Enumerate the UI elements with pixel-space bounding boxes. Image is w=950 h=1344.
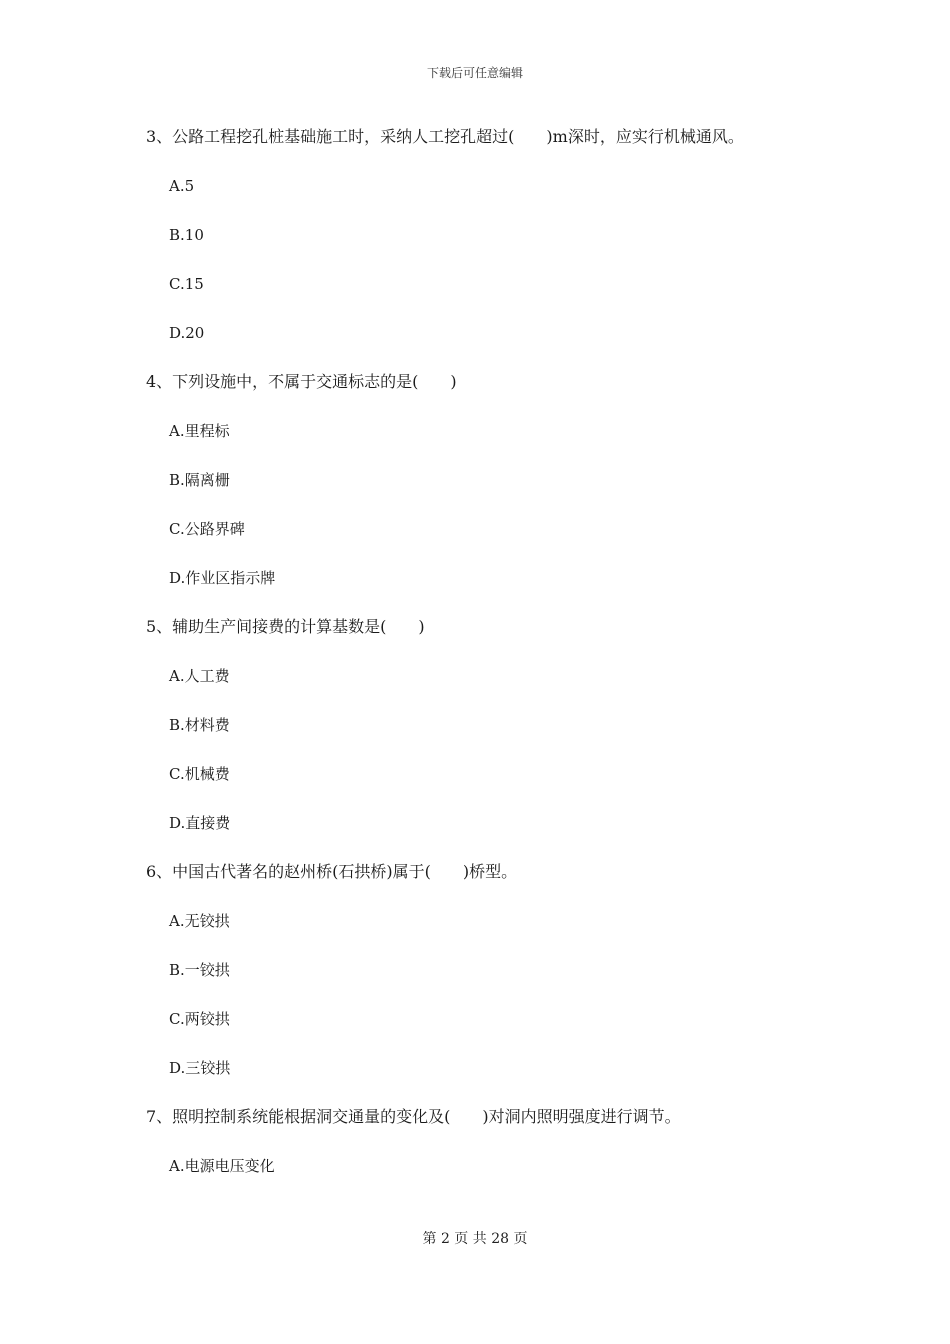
question-stem: 5、辅助生产间接费的计算基数是( ) (146, 617, 425, 636)
answer-option: C.两铰拱 (169, 1010, 230, 1028)
answer-option: C.机械费 (169, 765, 230, 783)
answer-option: C.公路界碑 (169, 520, 245, 538)
answer-option: D.直接费 (169, 814, 231, 832)
question-stem: 4、下列设施中，不属于交通标志的是( ) (146, 372, 457, 391)
answer-option: B.一铰拱 (169, 961, 230, 979)
question-stem: 7、照明控制系统能根据洞交通量的变化及( )对洞内照明强度进行调节。 (146, 1107, 681, 1126)
answer-option: D.20 (169, 324, 205, 342)
page-header: 下载后可任意编辑 (426, 66, 523, 80)
question-list (146, 124, 846, 1202)
question-stem: 3、公路工程挖孔桩基础施工时，采纳人工挖孔超过( )m深时，应实行机械通风。 (146, 127, 744, 146)
answer-option: A.人工费 (169, 667, 230, 685)
answer-option: B.隔离栅 (169, 471, 230, 489)
answer-option: D.作业区指示牌 (169, 569, 276, 587)
answer-option: A.5 (169, 177, 195, 195)
answer-option: A.电源电压变化 (169, 1157, 275, 1175)
answer-option: B.10 (169, 226, 204, 244)
answer-option: A.里程标 (169, 422, 230, 440)
question-stem: 6、中国古代著名的赵州桥(石拱桥)属于( )桥型。 (146, 862, 518, 881)
answer-option: B.材料费 (169, 716, 230, 734)
page-number: 第 2 页 共 28 页 (422, 1231, 528, 1247)
answer-option: C.15 (169, 275, 204, 293)
answer-option: A.无铰拱 (169, 912, 230, 930)
answer-option: D.三铰拱 (169, 1059, 231, 1077)
